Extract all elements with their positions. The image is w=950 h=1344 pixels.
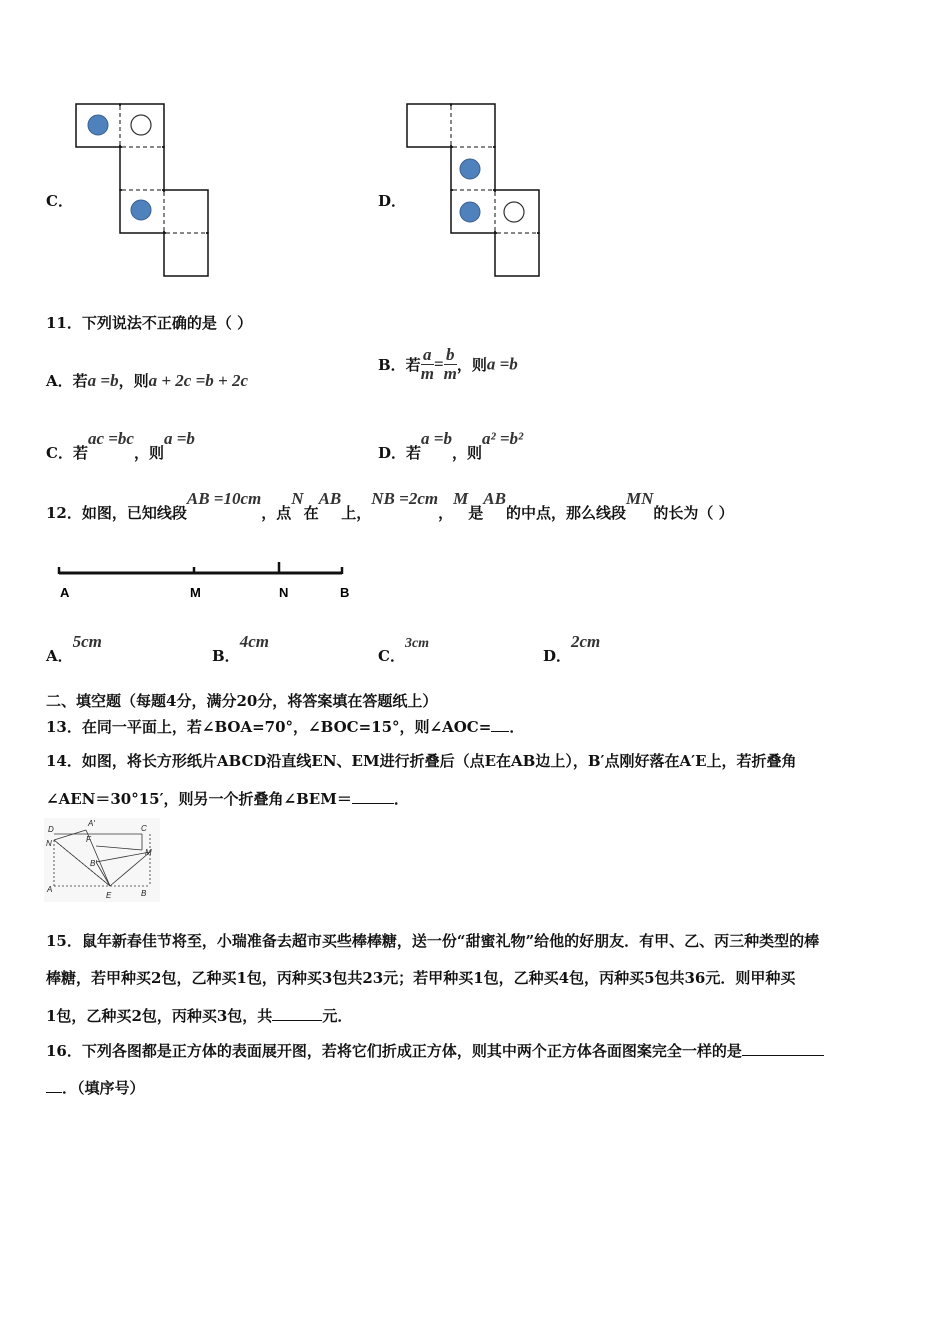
- q11-option-b: B．若 $\frac{a}{m}$ = $\frac{b}{m}$ ，则a =b: [378, 345, 518, 383]
- svg-text:D: D: [48, 825, 54, 834]
- q11-option-d: D．若a =b，则a² =b²: [378, 429, 524, 462]
- point-label-n: N: [279, 585, 289, 600]
- svg-text:E: E: [106, 891, 112, 900]
- q16-line1: 16．下列各图都是正方体的表面展开图，若将它们折成正方体，则其中两个正方体各面图案完全一样的是: [46, 1040, 824, 1061]
- white-dot-icon: [131, 115, 151, 135]
- q15-line2: 棒糖，若甲种买2包，乙种买1包，丙种买3包共23元；若甲种买1包，乙种买4包，丙种买5包共36元．则甲种买: [46, 969, 796, 987]
- q16-line2: ．（填序号）: [46, 1077, 145, 1098]
- point-label-b: B: [340, 585, 350, 600]
- svg-text:A′: A′: [88, 819, 95, 828]
- fold-diagram: [44, 818, 160, 902]
- q14-line1: 14．如图，将长方形纸片ABCD沿直线EN、EM进行折叠后（点E在AB边上），B′点刚好落在A′E上，若折叠角: [46, 752, 797, 770]
- white-dot-icon: [504, 202, 524, 222]
- q12-option-a: A．5cm: [46, 632, 102, 665]
- svg-text:B′: B′: [90, 859, 97, 868]
- q15-line3: 1包，乙种买2包，丙种买3包，共 元．: [46, 1007, 353, 1025]
- q12-option-d: D．2cm: [543, 632, 601, 665]
- q12-option-c: C．3cm: [378, 636, 430, 665]
- blue-dot-icon: [460, 202, 480, 222]
- svg-text:A: A: [47, 885, 53, 894]
- q11-stem: 11．下列说法不正确的是（ ）: [46, 314, 253, 332]
- svg-text:M: M: [145, 848, 152, 857]
- svg-text:C: C: [141, 824, 147, 833]
- q11-option-c: C．若ac =bc，则a =b: [46, 429, 195, 462]
- segment-diagram: [50, 558, 360, 606]
- option-c-label: C．: [46, 192, 73, 210]
- section-heading: 二、填空题（每题4分，满分20分，将答案填在答题纸上）: [46, 692, 438, 710]
- net-c-face-6: [164, 233, 208, 276]
- q13: 13．在同一平面上，若∠BOA=70°，∠BOC=15°，则∠AOC= ．: [46, 718, 525, 736]
- point-label-a: A: [60, 585, 70, 600]
- cube-net-d: [405, 102, 541, 280]
- cube-net-c: [74, 102, 210, 280]
- option-d-label: D．: [378, 192, 407, 210]
- svg-text:B: B: [141, 889, 147, 898]
- net-c-face-3: [120, 147, 164, 190]
- svg-text:F: F: [86, 835, 91, 844]
- blue-dot-icon: [131, 200, 151, 220]
- q15-line1: 15．鼠年新春佳节将至，小瑞准备去超市买些棒棒糖，送一份“甜蜜礼物”给他的好朋友．有甲、乙、丙三种类型的棒: [46, 932, 820, 950]
- q14-line2: ∠AEN＝30°15′，则另一个折叠角∠BEM＝ ．: [46, 790, 409, 808]
- net-c-face-5: [164, 190, 208, 233]
- q12-stem: 12．如图，已知线段AB =10cm，点N在AB上，NB =2cm，M是AB的中点，那么线段MN的长为（ ）: [46, 489, 734, 522]
- svg-text:N: N: [46, 839, 52, 848]
- q11-option-a: A．若a =b，则a + 2c =b + 2c: [46, 371, 248, 390]
- point-label-m: M: [190, 585, 201, 600]
- blue-dot-icon: [88, 115, 108, 135]
- blue-dot-icon: [460, 159, 480, 179]
- q12-option-b: B．4cm: [212, 632, 269, 665]
